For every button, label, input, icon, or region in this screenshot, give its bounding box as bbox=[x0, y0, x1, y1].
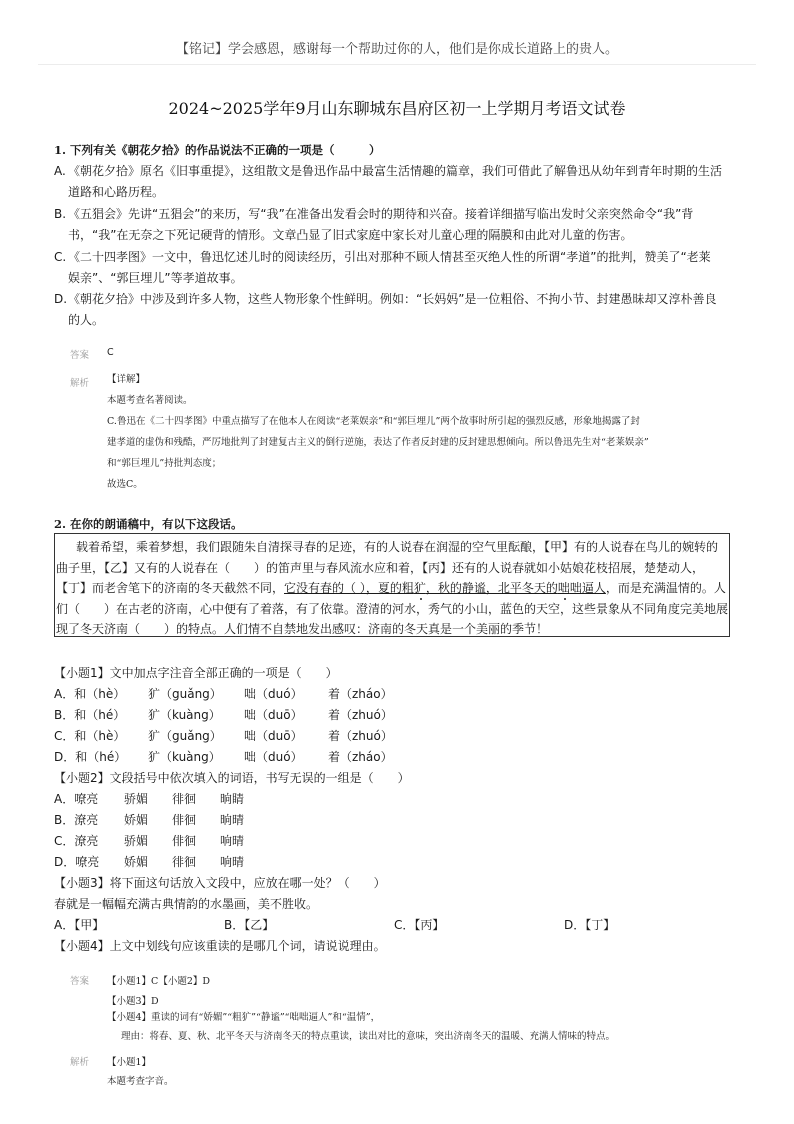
underlined-text: 它没有春的（ ），夏的粗 bbox=[284, 581, 414, 595]
option-cell: 咄（duó） bbox=[244, 750, 303, 764]
option-cell: A．【甲】 bbox=[54, 918, 105, 932]
option-cell: D．嘹亮 bbox=[54, 855, 100, 869]
reading-passage bbox=[56, 537, 730, 640]
dotted-char: 咄 bbox=[557, 581, 570, 595]
option-cell: C．【丙】 bbox=[394, 918, 445, 932]
q1-option-a bbox=[54, 161, 734, 203]
underlined-text: 咄逼人 bbox=[569, 581, 606, 595]
option-cell: 徘徊 bbox=[172, 792, 197, 806]
option-cell: 犷（guǎng） bbox=[148, 729, 222, 743]
option-cell: A．嘹亮 bbox=[54, 792, 99, 806]
explain-tag: 解析 bbox=[70, 378, 90, 389]
passage-line: 们（ ）在古老的济南，心中便有了着落，有了依靠。澄清的河水，秀气的小山，蓝色的天空，这些景象从不同角度完美地展 bbox=[56, 601, 729, 616]
option-cell: 犷（kuàng） bbox=[148, 708, 221, 722]
option-cell: 响晴 bbox=[220, 834, 245, 848]
explain-tag: 解析 bbox=[70, 1057, 90, 1068]
option-cell: C．和（hè） bbox=[54, 729, 126, 743]
option-label: C. bbox=[54, 250, 67, 264]
question-2-stem: 2. 在你的朗诵稿中，有以下这段话。 bbox=[54, 517, 243, 531]
option-text: 《二十四孝图》一文中，鲁迅忆述儿时的阅读经历，引出对那种不顾人情甚至灭绝人性的所谓“孝道”的批判，赞美了“老莱 bbox=[68, 250, 711, 264]
explain-line: 【详解】 bbox=[107, 374, 146, 385]
option-text: 《五猖会》先讲“五猖会”的来历，写“我”在准备出发看会时的期待和兴奋。接着详细描写临出发时父亲突然命令“我”背 bbox=[68, 207, 694, 221]
q1-option-d bbox=[54, 289, 734, 331]
option-cell: 徘徊 bbox=[172, 855, 197, 869]
option-cell: 晌睛 bbox=[220, 792, 245, 806]
option-cell: B．和（hé） bbox=[54, 708, 126, 722]
option-cell: 着（zháo） bbox=[328, 687, 393, 701]
underlined-sentence bbox=[284, 581, 606, 595]
option-label: A. bbox=[54, 164, 66, 178]
underlined-text: ，秋的静谧，北平冬天的 bbox=[425, 581, 558, 595]
option-cell: 着（zhuó） bbox=[328, 708, 393, 722]
option-label: D. bbox=[54, 292, 68, 306]
explain-line: 故选C。 bbox=[107, 479, 143, 490]
option-cell: 着（zháo） bbox=[328, 750, 393, 764]
q1-option-b bbox=[54, 204, 734, 246]
explain-line: 建孝道的虚伪和残酷，严厉地批判了封建复古主义的倒行逆施，表达了作者反封建的反封建思想倾向。所以鲁迅先生对“老莱娱亲” bbox=[107, 437, 649, 448]
question-1-stem: 1. 下列有关《朝花夕拾》的作品说法不正确的一项是（ ） bbox=[54, 143, 381, 157]
option-cell: A．和（hè） bbox=[54, 687, 126, 701]
option-text: 《朝花夕拾》原名《旧事重提》，这组散文是鲁迅作品中最富生活情趣的篇章，我们可借此了解鲁迅从幼年到青年时期的生活 bbox=[68, 164, 723, 178]
option-text-continued: 道路和心路历程。 bbox=[68, 185, 165, 199]
sub3-stem: 【小题3】将下面这句话放入文段中，应放在哪一处？（ ） bbox=[54, 876, 386, 890]
dotted-char: 犷 bbox=[413, 581, 426, 595]
header-divider bbox=[38, 64, 756, 65]
option-cell: 俳徊 bbox=[172, 813, 197, 827]
explain-line: 和“郭巨埋儿”持批判态度； bbox=[107, 458, 222, 469]
explain-line: 本题考查字音。 bbox=[107, 1076, 174, 1087]
option-text-continued: 书，“我”在无奈之下死记硬背的情形。文章凸显了旧式家庭中家长对儿童心理的隔膜和由此对儿童的伤害。 bbox=[68, 228, 633, 242]
explain-line: 本题考查名著阅读。 bbox=[107, 395, 193, 406]
option-cell: B．【乙】 bbox=[224, 918, 275, 932]
option-cell: 响晴 bbox=[220, 855, 245, 869]
header-motto: 【铭记】学会感恩，感谢每一个帮助过你的人，他们是你成长道路上的贵人。 bbox=[175, 42, 618, 57]
option-cell: 娇媚 bbox=[124, 855, 149, 869]
option-cell: B．潦亮 bbox=[54, 813, 99, 827]
option-cell: D．和（hé） bbox=[54, 750, 127, 764]
passage-line bbox=[56, 578, 730, 599]
explain-line: 【小题1】 bbox=[107, 1057, 152, 1068]
page-title: 2024~2025学年9月山东聊城东昌府区初一上学期月考语文试卷 bbox=[168, 99, 626, 118]
explain-line: C.鲁迅在《二十四孝图》中重点描写了在他本人在阅读“老莱娱亲”和“郭巨埋儿”两个故事时所引起的强烈反感，形象地揭露了封 bbox=[107, 416, 640, 427]
option-cell: 犷（guǎng） bbox=[148, 687, 222, 701]
option-cell: 俳徊 bbox=[172, 834, 197, 848]
option-cell: 犷（kuàng） bbox=[148, 750, 221, 764]
option-cell: 着（zhuó） bbox=[328, 729, 393, 743]
option-cell: D．【丁】 bbox=[564, 918, 616, 932]
option-text: 《朝花夕拾》中涉及到许多人物，这些人物形象个性鲜明。例如：“长妈妈”是一位粗俗、不拘小节、封建愚昧却又淳朴善良 bbox=[68, 292, 717, 306]
passage-text: 【丁】而老舍笔下的济南的冬天截然不同， bbox=[56, 581, 285, 595]
sub4-stem: 【小题4】上文中划线句应该重读的是哪几个词，请说说理由。 bbox=[54, 939, 386, 953]
sub3-sentence: 春就是一幅幅充满古典情韵的水墨画，美不胜收。 bbox=[54, 897, 319, 911]
option-cell: 晌晴 bbox=[220, 813, 245, 827]
passage-line: 载着希望，乘着梦想，我们跟随朱自清探寻春的足迹，有的人说春在润湿的空气里酝酿，【甲】有的人说春在鸟儿的婉转的 bbox=[76, 540, 719, 554]
option-cell: 骄媚 bbox=[124, 834, 149, 848]
answer-value: C bbox=[107, 347, 114, 358]
passage-text: ，而是充满温情的。人 bbox=[605, 581, 726, 595]
option-cell: 骄媚 bbox=[124, 792, 149, 806]
q1-option-c bbox=[54, 247, 734, 289]
option-cell: 咄（duó） bbox=[244, 687, 303, 701]
answer-tag: 答案 bbox=[70, 350, 90, 361]
answer-line: 理由：将春、夏、秋、北平冬天与济南冬天的特点重读，读出对比的意味，突出济南冬天的温暖、充满人情味的特点。 bbox=[121, 1031, 616, 1042]
answer-line: 【小题4】重读的词有“娇媚”“粗犷”“静谧”“咄咄逼人”和“温情”， bbox=[107, 1012, 381, 1023]
passage-line: 曲子里，【乙】又有的人说春在（ ）的笛声里与春风流水应和着，【丙】还有的人说春就如小姑娘花枝招展，楚楚动人， bbox=[56, 560, 705, 575]
answer-line: 【小题3】D bbox=[107, 996, 159, 1007]
option-cell: C．潦亮 bbox=[54, 834, 99, 848]
answer-line: 【小题1】C【小题2】D bbox=[107, 976, 210, 987]
sub2-stem: 【小题2】文段括号中依次填入的词语，书写无误的一组是（ ） bbox=[54, 771, 410, 785]
option-label: B. bbox=[54, 207, 67, 221]
option-text-continued: 娱亲”、“郭巨埋儿”等孝道故事。 bbox=[68, 271, 243, 285]
sub1-stem: 【小题1】文中加点字注音全部正确的一项是（ ） bbox=[54, 666, 338, 680]
option-cell: 咄（duō） bbox=[244, 729, 303, 743]
option-cell: 娇媚 bbox=[124, 813, 149, 827]
q1-explanation bbox=[107, 369, 727, 495]
passage-line: 现了冬天济南（ ）的特点。人们情不自禁地发出感叹：济南的冬天真是一个美丽的季节！ bbox=[56, 622, 549, 636]
option-cell: 咄（duō） bbox=[244, 708, 303, 722]
answer-tag: 答案 bbox=[70, 976, 90, 987]
option-text-continued: 的人。 bbox=[68, 313, 105, 327]
